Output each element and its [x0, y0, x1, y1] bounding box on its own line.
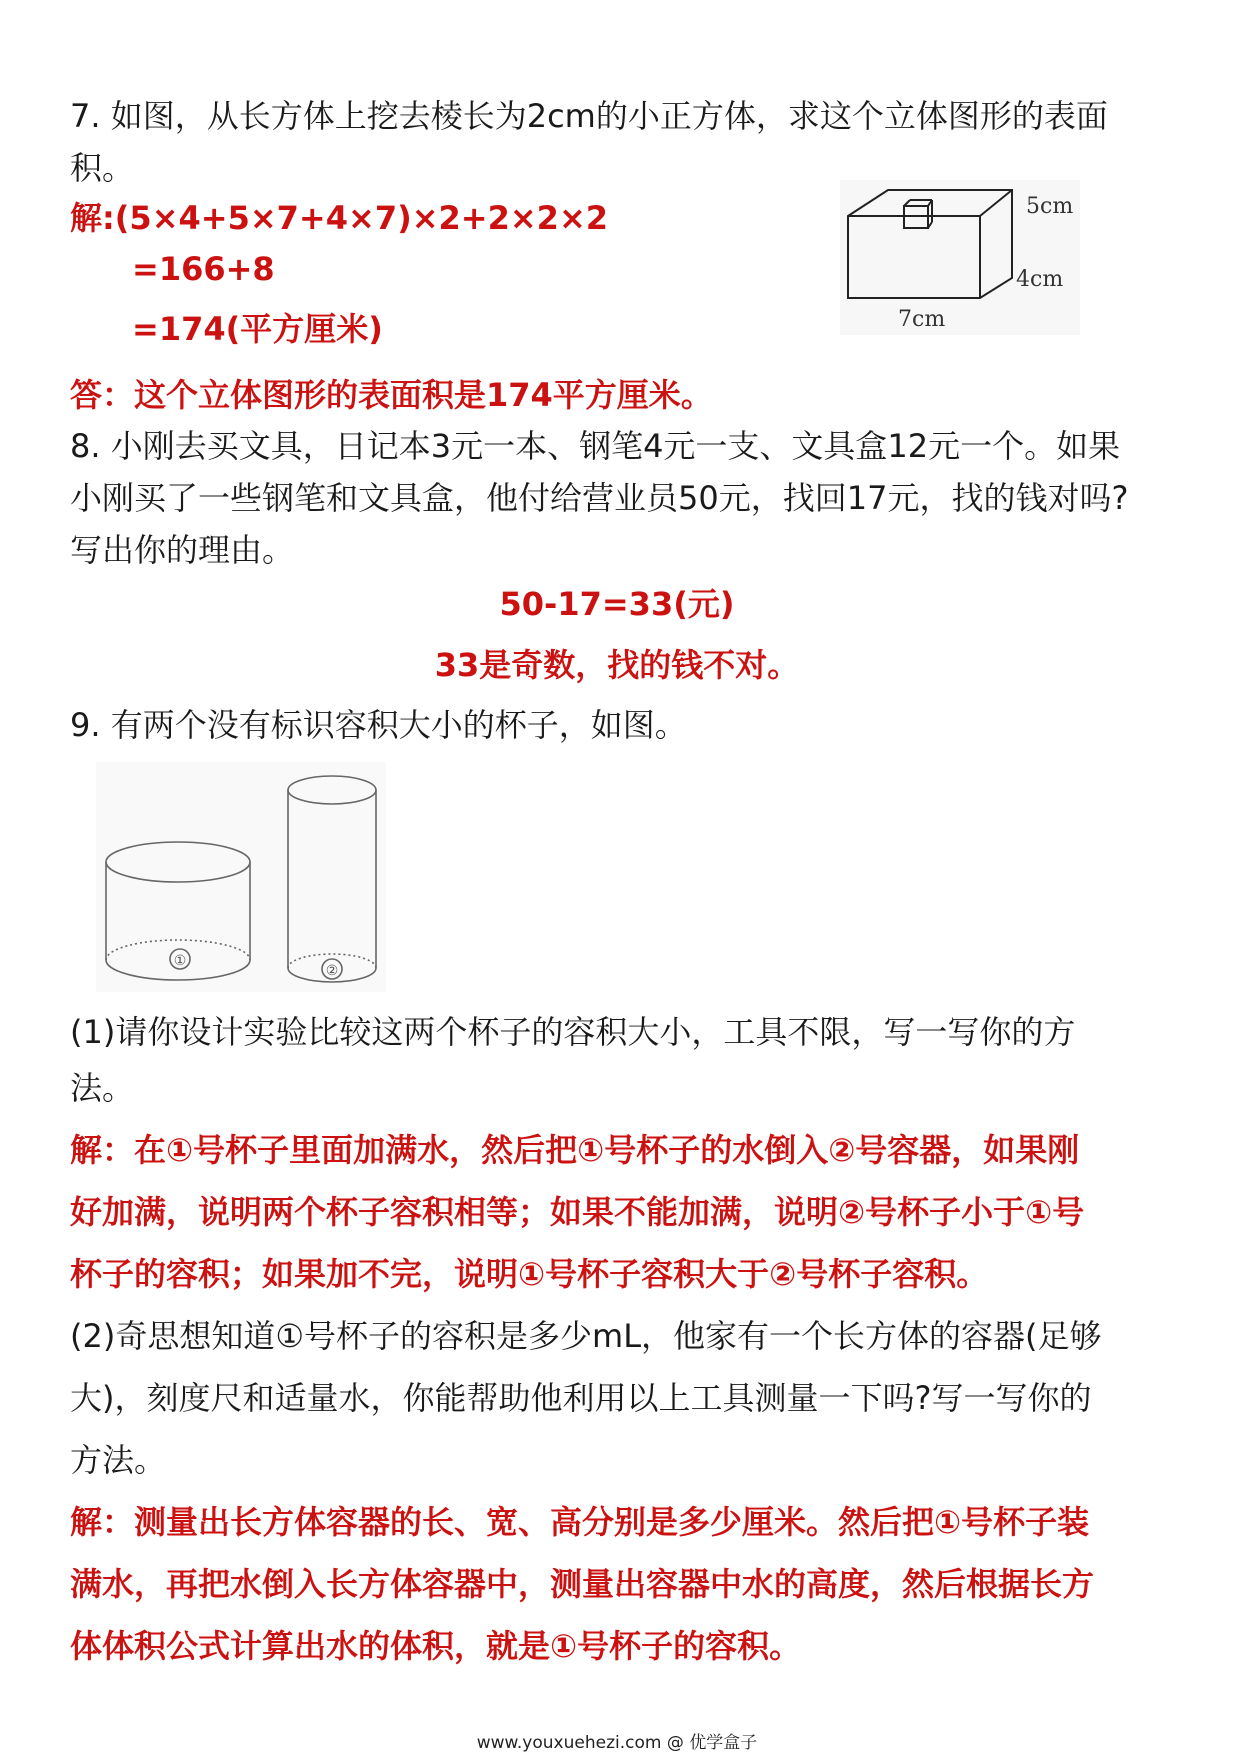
q8-solution-line1: 50-17=33(元): [499, 585, 735, 623]
q7-text-line1: 7. 如图，从长方体上挖去棱长为2cm的小正方体，求这个立体图形的表面: [70, 97, 1108, 135]
q9-part1-line1: (1)请你设计实验比较这两个杯子的容积大小，工具不限，写一写你的方: [70, 1013, 1076, 1051]
label-5cm: 5cm: [1026, 194, 1074, 219]
cup1-label: ①: [173, 953, 187, 969]
q9-text-line1: 9. 有两个没有标识容积大小的杯子，如图。: [70, 706, 687, 744]
footer-watermark: www.youxuehezi.com @ 优学盒子: [476, 1733, 758, 1753]
label-4cm: 4cm: [1016, 267, 1064, 292]
q9-part2-solution-line2: 满水，再把水倒入长方体容器中，测量出容器中水的高度，然后根据长方: [70, 1565, 1095, 1603]
q9-part1-solution-line2: 好加满，说明两个杯子容积相等；如果不能加满，说明②号杯子小于①号: [70, 1193, 1085, 1231]
q7-text-line2: 积。: [70, 149, 135, 187]
q7-solution-line3: =174(平方厘米): [132, 310, 383, 348]
q8-solution-line2: 33是奇数，找的钱不对。: [434, 646, 800, 684]
q9-part2-solution-line1: 解：测量出长方体容器的长、宽、高分别是多少厘米。然后把①号杯子装: [70, 1503, 1090, 1541]
q8-text-line3: 写出你的理由。: [70, 531, 295, 569]
q9-part2-line1: (2)奇思想知道①号杯子的容积是多少mL，他家有一个长方体的容器(足够: [70, 1317, 1102, 1355]
cup2-label: ②: [325, 963, 339, 979]
q9-part2-line2: 大)，刻度尺和适量水，你能帮助他利用以上工具测量一下吗?写一写你的: [70, 1379, 1092, 1417]
q7-solution-line1: 解:(5×4+5×7+4×7)×2+2×2×2: [70, 199, 609, 237]
q9-part1-solution-line1: 解：在①号杯子里面加满水，然后把①号杯子的水倒入②号容器，如果刚: [70, 1131, 1080, 1169]
q9-part2-line3: 方法。: [70, 1441, 167, 1479]
q8-text-line2: 小刚买了一些钢笔和文具盒，他付给营业员50元，找回17元，找的钱对吗?: [70, 479, 1129, 517]
cups-figure: [96, 762, 386, 992]
q9-part1-line2: 法。: [70, 1069, 135, 1107]
q9-part2-solution-line3: 体体积公式计算出水的体积，就是①号杯子的容积。: [70, 1627, 802, 1665]
q7-answer: 答：这个立体图形的表面积是174平方厘米。: [70, 376, 713, 414]
q7-solution-line2: =166+8: [132, 250, 275, 288]
cuboid-figure: [840, 180, 1080, 335]
label-7cm: 7cm: [898, 307, 946, 332]
q9-part1-solution-line3: 杯子的容积；如果加不完，说明①号杯子容积大于②号杯子容积。: [70, 1255, 989, 1293]
q8-text-line1: 8. 小刚去买文具，日记本3元一本、钢笔4元一支、文具盒12元一个。如果: [70, 427, 1121, 465]
